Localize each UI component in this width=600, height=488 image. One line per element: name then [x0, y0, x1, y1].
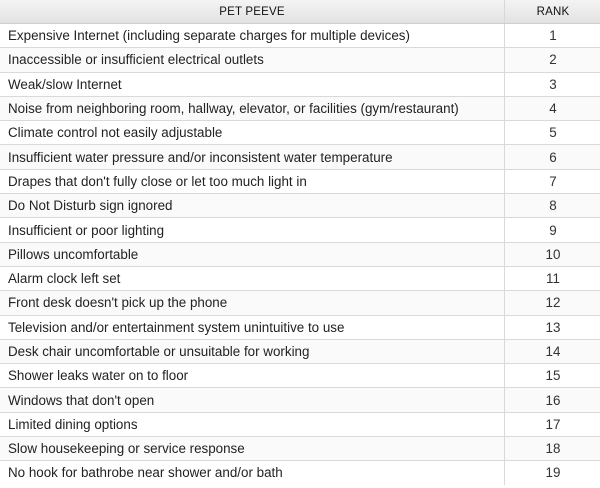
- pet-peeve-cell: Weak/slow Internet: [0, 72, 505, 96]
- pet-peeve-cell: Shower leaks water on to floor: [0, 364, 505, 388]
- rank-cell: 4: [505, 96, 600, 120]
- rank-cell: 1: [505, 24, 600, 48]
- rank-cell: 14: [505, 339, 600, 363]
- rank-cell: 2: [505, 48, 600, 72]
- pet-peeve-cell: Inaccessible or insufficient electrical outlets: [0, 48, 505, 72]
- pet-peeve-cell: Limited dining options: [0, 412, 505, 436]
- table-row: [0, 24, 600, 48]
- pet-peeve-cell: Do Not Disturb sign ignored: [0, 194, 505, 218]
- pet-peeve-cell: Windows that don't open: [0, 388, 505, 412]
- rank-cell: 19: [505, 461, 600, 485]
- table-row: [0, 145, 600, 169]
- rank-cell: 13: [505, 315, 600, 339]
- table-row: [0, 339, 600, 363]
- rank-cell: 3: [505, 72, 600, 96]
- pet-peeve-cell: Insufficient water pressure and/or inconsistent water temperature: [0, 145, 505, 169]
- pet-peeve-cell: Insufficient or poor lighting: [0, 218, 505, 242]
- pet-peeve-cell: Desk chair uncomfortable or unsuitable for working: [0, 339, 505, 363]
- table-row: [0, 437, 600, 461]
- pet-peeve-cell: No hook for bathrobe near shower and/or bath: [0, 461, 505, 485]
- pet-peeve-cell: Climate control not easily adjustable: [0, 121, 505, 145]
- pet-peeve-cell: Noise from neighboring room, hallway, elevator, or facilities (gym/restaurant): [0, 96, 505, 120]
- rank-cell: 7: [505, 169, 600, 193]
- column-header-pet-peeve: PET PEEVE: [0, 0, 505, 24]
- table-row: [0, 461, 600, 485]
- pet-peeve-cell: Expensive Internet (including separate charges for multiple devices): [0, 24, 505, 48]
- pet-peeve-cell: Slow housekeeping or service response: [0, 437, 505, 461]
- rank-cell: 6: [505, 145, 600, 169]
- rank-cell: 12: [505, 291, 600, 315]
- table-row: [0, 96, 600, 120]
- table-row: [0, 291, 600, 315]
- table-row: [0, 315, 600, 339]
- table-row: [0, 121, 600, 145]
- pet-peeve-cell: Television and/or entertainment system unintuitive to use: [0, 315, 505, 339]
- rank-cell: 9: [505, 218, 600, 242]
- header-row: [0, 0, 600, 24]
- rank-cell: 16: [505, 388, 600, 412]
- table-row: [0, 364, 600, 388]
- table-row: [0, 266, 600, 290]
- table-row: [0, 169, 600, 193]
- rank-cell: 5: [505, 121, 600, 145]
- pet-peeve-cell: Front desk doesn't pick up the phone: [0, 291, 505, 315]
- pet-peeve-cell: Pillows uncomfortable: [0, 242, 505, 266]
- rank-cell: 18: [505, 437, 600, 461]
- pet-peeve-cell: Alarm clock left set: [0, 266, 505, 290]
- table-row: [0, 242, 600, 266]
- table-row: [0, 72, 600, 96]
- rank-cell: 15: [505, 364, 600, 388]
- rank-cell: 17: [505, 412, 600, 436]
- table-row: [0, 48, 600, 72]
- table-header: [0, 0, 600, 24]
- table-row: [0, 218, 600, 242]
- pet-peeve-cell: Drapes that don't fully close or let too much light in: [0, 169, 505, 193]
- table-row: [0, 194, 600, 218]
- column-header-rank: RANK: [505, 0, 600, 24]
- rank-cell: 11: [505, 266, 600, 290]
- rank-cell: 8: [505, 194, 600, 218]
- table-row: [0, 388, 600, 412]
- rank-cell: 10: [505, 242, 600, 266]
- table-body: [0, 24, 600, 485]
- table-row: [0, 412, 600, 436]
